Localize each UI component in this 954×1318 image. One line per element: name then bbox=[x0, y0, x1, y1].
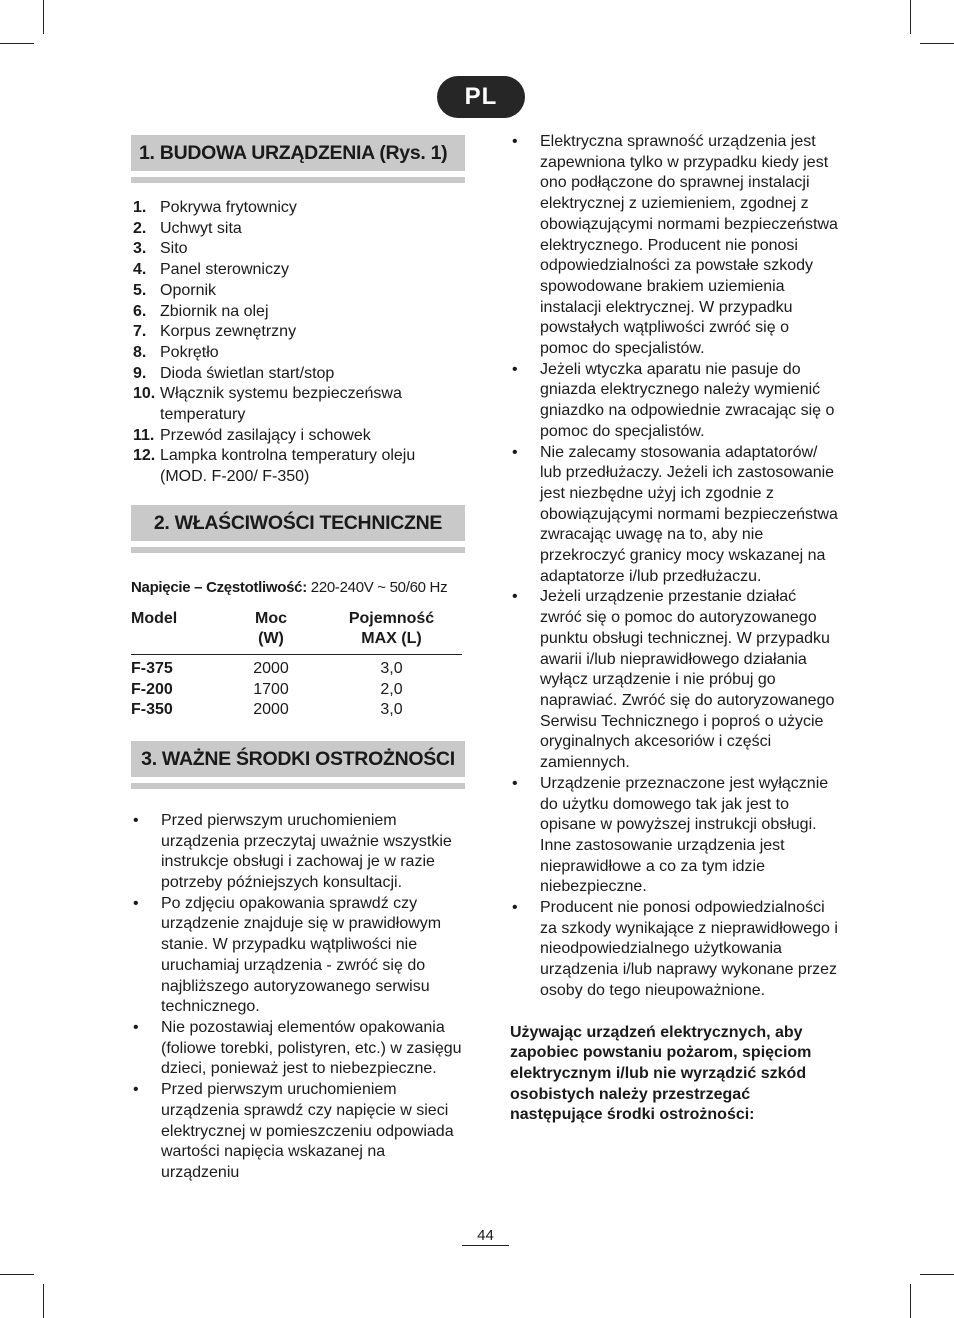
list-item bbox=[133, 426, 465, 447]
crop-mark bbox=[0, 43, 34, 44]
list-item: • Producent nie ponosi odpowiedzialności za szkody wynikające z nieprawidłowego i nieodpowiedzialnego użytkowania urządzenia i/lub naprawy wykonane przez osoby do tego nieupoważnione. bbox=[510, 898, 838, 1002]
cell-power: 2000 bbox=[253, 659, 289, 677]
cell-power: 2000 bbox=[253, 701, 289, 719]
section-2-title: 2. WŁAŚCIWOŚCI TECHNICZNE bbox=[131, 505, 465, 541]
cell-model: F-375 bbox=[131, 659, 173, 677]
list-item bbox=[133, 364, 465, 385]
cell-model: F-350 bbox=[131, 701, 173, 719]
col-header-capacity: Pojemność MAX (L) bbox=[321, 609, 462, 655]
list-item: • Nie pozostawiaj elementów opakowania (foliowe torebki, polistyren, etc.) w zasięgu dzieci, ponieważ jest to niebezpieczne. bbox=[131, 1018, 465, 1080]
voltage-frequency-spec bbox=[131, 579, 465, 596]
crop-mark bbox=[0, 1274, 34, 1275]
list-item bbox=[133, 322, 465, 343]
crop-mark bbox=[43, 1284, 44, 1318]
item-text: Dioda świetlan start/stop bbox=[160, 364, 335, 382]
item-number: 6. bbox=[133, 302, 147, 320]
item-text: Sito bbox=[160, 240, 188, 258]
table-row bbox=[131, 700, 462, 721]
section-1-title: 1. BUDOWA URZĄDZENIA (Rys. 1) bbox=[131, 135, 465, 171]
list-item bbox=[133, 384, 465, 425]
list-item bbox=[133, 281, 465, 302]
crop-mark bbox=[920, 1274, 954, 1275]
crop-mark bbox=[910, 1284, 911, 1318]
item-text: Lampka kontrolna temperatury oleju (MOD. F-200/ F-350) bbox=[160, 447, 416, 486]
item-number: 10. bbox=[133, 385, 156, 403]
item-number: 2. bbox=[133, 219, 147, 237]
cell-capacity: 3,0 bbox=[380, 659, 403, 677]
section-divider bbox=[131, 177, 465, 183]
language-badge: PL bbox=[437, 76, 525, 118]
table-row bbox=[131, 680, 462, 701]
list-item: • Urządzenie przeznaczone jest wyłącznie do użytku domowego tak jak jest to opisane w powyższej instrukcji obsługi. Inne zastosowanie urządzenia jest nieprawidłowe a co za tym idzie niebezpieczne. bbox=[510, 774, 838, 898]
models-table bbox=[131, 609, 462, 721]
item-number: 7. bbox=[133, 323, 147, 341]
item-text: Zbiornik na olej bbox=[160, 302, 269, 320]
safety-warning: Używając urządzeń elektrycznych, aby zapobiec powstaniu pożarom, spięciom elektrycznym i/lub nie wyrządzić szkód osobistych należy przestrzegać następujące środki ostrożności: bbox=[510, 1023, 812, 1124]
item-text: Pokrętło bbox=[160, 343, 219, 361]
cell-model: F-200 bbox=[131, 680, 173, 698]
list-item bbox=[133, 260, 465, 281]
cell-capacity: 2,0 bbox=[380, 680, 403, 698]
section-divider bbox=[131, 547, 465, 553]
right-column bbox=[510, 132, 838, 1126]
table-row bbox=[131, 654, 462, 679]
item-number: 12. bbox=[133, 447, 156, 465]
item-text: Opornik bbox=[160, 281, 217, 299]
item-text: Przewód zasilający i schowek bbox=[160, 426, 371, 444]
safety-list-left bbox=[131, 811, 465, 1184]
list-item: • Elektryczna sprawność urządzenia jest zapewniona tylko w przypadku kiedy jest ono podłączone do sprawnej instalacji elektrycznej z uziemieniem, zgodnej z obowiązującymi normami bezpieczeństwa elektrycznego. Producent nie ponosi odpowiedzialności za powstałe szkody spowodowane brakiem uziemienia instalacji elektrycznej. W przypadku powstałych wątpliwości zwróć się o pomoc do specjalistów. bbox=[510, 132, 838, 360]
col-header-model: Model bbox=[131, 609, 221, 655]
item-text: Korpus zewnętrzny bbox=[160, 323, 297, 341]
crop-mark bbox=[910, 0, 911, 34]
item-number: 4. bbox=[133, 261, 147, 279]
list-item bbox=[133, 219, 465, 240]
spec-label: Napięcie – Częstotliwość: bbox=[131, 578, 307, 596]
item-number: 8. bbox=[133, 343, 147, 361]
page-number: 44 bbox=[477, 1227, 494, 1244]
list-item: • Przed pierwszym uruchomieniem urządzenia sprawdź czy napięcie w sieci elektrycznej w pomieszczeniu odpowiada wartości napięcia wskazanej na urządzeniu bbox=[131, 1080, 465, 1184]
list-item: • Jeżeli wtyczka aparatu nie pasuje do gniazda elektrycznego należy wymienić gniazdko na odpowiednie zwracając się o pomoc do specjalistów. bbox=[510, 360, 838, 443]
list-item bbox=[133, 198, 465, 219]
parts-list bbox=[133, 198, 465, 488]
cell-power: 1700 bbox=[253, 680, 289, 698]
spec-value: 220-240V ~ 50/60 Hz bbox=[310, 578, 448, 596]
item-text: Pokrywa frytownicy bbox=[160, 199, 297, 216]
item-number: 3. bbox=[133, 240, 147, 258]
col-header-power: Moc (W) bbox=[221, 609, 321, 655]
list-item bbox=[133, 302, 465, 323]
left-column bbox=[131, 135, 465, 1184]
item-text: Włącznik systemu bezpieczeńswa temperatury bbox=[160, 385, 402, 424]
list-item: • Jeżeli urządzenie przestanie działać zwróć się o pomoc do autoryzowanego punktu obsługi technicznej. W przypadku awarii i/lub nieprawidłowego działania wyłącz urządzenie i nie próbuj go naprawiać. Zwróć się do autoryzowanego Serwisu Technicznego i poproś o użycie oryginalnych akcesoriów i części zamiennych. bbox=[510, 587, 838, 773]
safety-list-right bbox=[510, 132, 838, 1002]
list-item: • Po zdjęciu opakowania sprawdź czy urządzenie znajduje się w prawidłowym stanie. W przypadku wątpliwości nie uruchamiaj urządzenia - zwróć się do najbliższego autoryzowanego serwisu technicznego. bbox=[131, 894, 465, 1018]
list-item: • Przed pierwszym uruchomieniem urządzenia przeczytaj uważnie wszystkie instrukcje obsługi i zachowaj je w razie potrzeby późniejszych konsultacji. bbox=[131, 811, 465, 894]
item-text: Uchwyt sita bbox=[160, 219, 242, 237]
list-item bbox=[133, 343, 465, 364]
section-3-title: 3. WAŻNE ŚRODKI OSTROŻNOŚCI bbox=[131, 741, 465, 777]
item-number: 1. bbox=[133, 199, 147, 216]
item-number: 9. bbox=[133, 364, 147, 382]
list-item bbox=[133, 239, 465, 260]
item-number: 11. bbox=[133, 426, 155, 444]
list-item: • Nie zalecamy stosowania adaptatorów/ lub przedłużaczy. Jeżeli ich zastosowanie jest niezbędne użyj ich zgodnie z obowiązującymi normami bezpieczeństwa zwracając uwagę na to, aby nie przekroczyć granicy mocy wskazanej na adaptatorze i/lub przedłużaczu. bbox=[510, 443, 838, 588]
cell-capacity: 3,0 bbox=[380, 701, 403, 719]
crop-mark bbox=[920, 43, 954, 44]
crop-mark bbox=[43, 0, 44, 34]
item-number: 5. bbox=[133, 281, 147, 299]
page-number-rule bbox=[462, 1245, 509, 1246]
item-text: Panel sterowniczy bbox=[160, 261, 289, 279]
list-item bbox=[133, 446, 465, 487]
